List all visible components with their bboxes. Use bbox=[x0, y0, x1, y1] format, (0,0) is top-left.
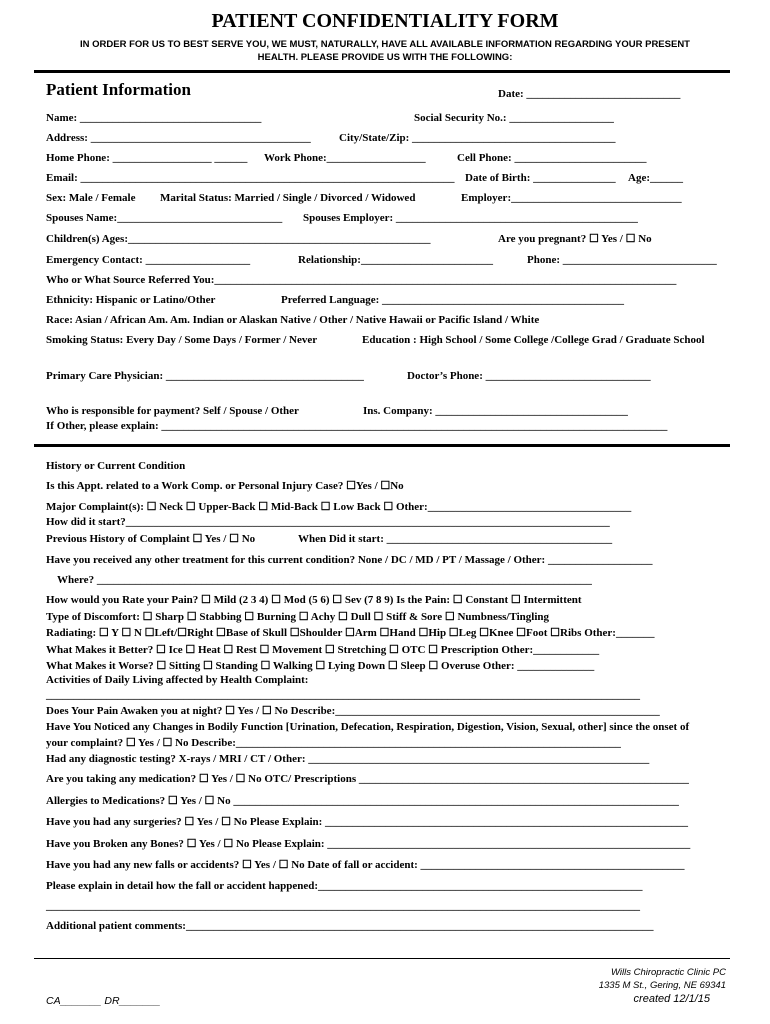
children-ages-field[interactable]: Children(s) Ages:_______________________________________________________ bbox=[46, 233, 431, 245]
broken-bones-options[interactable]: Have you Broken any Bones? ☐ Yes / ☐ No Please Explain: __________________________________________________________________ bbox=[46, 838, 691, 850]
activities-heading: Activities of Daily Living affected by Health Complaint: bbox=[46, 674, 309, 686]
additional-comments-field[interactable]: Additional patient comments:_____________________________________________________________________________________ bbox=[46, 920, 654, 932]
section-title-patient-information: Patient Information bbox=[46, 80, 191, 99]
insurance-company-field[interactable]: Ins. Company: ___________________________________ bbox=[363, 405, 628, 417]
treatment-where-field[interactable]: Where? __________________________________________________________________________________________ bbox=[57, 574, 592, 586]
clinic-name: Wills Chiropractic Clinic PC bbox=[611, 967, 726, 978]
allergies-options[interactable]: Allergies to Medications? ☐ Yes / ☐ No _________________________________________________________________________________ bbox=[46, 795, 679, 807]
header-divider bbox=[34, 70, 730, 73]
marital-status-options[interactable]: Marital Status: Married / Single / Divorced / Widowed bbox=[160, 192, 416, 204]
form-instructions-line-1: IN ORDER FOR US TO BEST SERVE YOU, WE MUST, NATURALLY, HAVE ALL AVAILABLE INFORMATION REGARDING YOUR PRESENT bbox=[80, 39, 690, 50]
initials-field[interactable]: CA_______ DR_______ bbox=[46, 995, 161, 1007]
city-state-zip-field[interactable]: City/State/Zip: _____________________________________ bbox=[339, 132, 616, 144]
pain-rating-checkboxes[interactable]: How would you Rate your Pain? ☐ Mild (2 3 4) ☐ Mod (5 6) ☐ Sev (7 8 9) Is the Pain: ☐ Constant ☐ Intermittent bbox=[46, 594, 582, 606]
history-heading: History or Current Condition bbox=[46, 460, 186, 472]
bodily-function-question: Have You Noticed any Changes in Bodily Function [Urination, Defecation, Respiration, Digestion, Vision, Sexual, other] since the onset of bbox=[46, 721, 690, 733]
falls-options[interactable]: Have you had any new falls or accidents? ☐ Yes / ☐ No Date of fall or accident: ________________________________________________ bbox=[46, 859, 685, 871]
form-instructions-line-2: HEALTH. PLEASE PROVIDE US WITH THE FOLLOWING: bbox=[257, 52, 513, 63]
age-field[interactable]: Age:______ bbox=[628, 172, 683, 184]
pregnant-options[interactable]: Are you pregnant? ☐ Yes / ☐ No bbox=[498, 233, 652, 245]
dob-field[interactable]: Date of Birth: _______________ bbox=[465, 172, 616, 184]
makes-better-checkboxes[interactable]: What Makes it Better? ☐ Ice ☐ Heat ☐ Rest ☐ Movement ☐ Stretching ☐ OTC ☐ Prescription Other:____________ bbox=[46, 644, 600, 656]
spouse-employer-field[interactable]: Spouses Employer: ____________________________________________ bbox=[303, 212, 638, 224]
sex-options[interactable]: Sex: Male / Female bbox=[46, 192, 136, 204]
surgeries-options[interactable]: Have you had any surgeries? ☐ Yes / ☐ No Please Explain: __________________________________________________________________ bbox=[46, 816, 689, 828]
radiating-checkboxes[interactable]: Radiating: ☐ Y ☐ N ☐Left/☐Right ☐Base of Skull ☐Shoulder ☐Arm ☐Hand ☐Hip ☐Leg ☐Knee ☐Foot ☐Ribs Other:_______ bbox=[46, 627, 655, 639]
clinic-address: 1335 M St., Gering, NE 69341 bbox=[598, 980, 726, 991]
makes-worse-checkboxes[interactable]: What Makes it Worse? ☐ Sitting ☐ Standing ☐ Walking ☐ Lying Down ☐ Sleep ☐ Overuse Other: ______________ bbox=[46, 660, 595, 672]
fall-explanation-line-2[interactable]: ____________________________________________________________________________________________________________ bbox=[46, 900, 640, 912]
medication-options[interactable]: Are you taking any medication? ☐ Yes / ☐ No OTC/ Prescriptions ____________________________________________________________ bbox=[46, 773, 689, 785]
other-treatment-options[interactable]: Have you received any other treatment for this current condition? None / DC / MD / PT / Massage / Other: ___________________ bbox=[46, 554, 653, 566]
primary-care-physician-field[interactable]: Primary Care Physician: ____________________________________ bbox=[46, 370, 364, 382]
form-title: PATIENT CONFIDENTIALITY FORM bbox=[211, 10, 559, 32]
race-options[interactable]: Race: Asian / African Am. Am. Indian or Alaskan Native / Other / Native Hawaii or Pacific Island / White bbox=[46, 314, 540, 326]
ethnicity-options[interactable]: Ethnicity: Hispanic or Latino/Other bbox=[46, 294, 216, 306]
work-phone-field[interactable]: Work Phone:__________________ bbox=[264, 152, 426, 164]
home-phone-field[interactable]: Home Phone: __________________ ______ bbox=[46, 152, 248, 164]
footer-divider bbox=[34, 958, 730, 959]
email-field[interactable]: Email: ____________________________________________________________________ bbox=[46, 172, 455, 184]
ssn-field[interactable]: Social Security No.: ___________________ bbox=[414, 112, 614, 124]
section-divider bbox=[34, 444, 730, 447]
form-created-date: created 12/1/15 bbox=[633, 993, 710, 1005]
activities-field[interactable]: ____________________________________________________________________________________________________________ bbox=[46, 689, 640, 701]
payment-responsibility-options[interactable]: Who is responsible for payment? Self / Spouse / Other bbox=[46, 405, 299, 417]
emergency-phone-field[interactable]: Phone: ____________________________ bbox=[527, 254, 717, 266]
smoking-status-options[interactable]: Smoking Status: Every Day / Some Days / Former / Never bbox=[46, 334, 318, 346]
referral-source-field[interactable]: Who or What Source Referred You:____________________________________________________________________________________ bbox=[46, 274, 677, 286]
emergency-contact-field[interactable]: Emergency Contact: ___________________ bbox=[46, 254, 251, 266]
cell-phone-field[interactable]: Cell Phone: ________________________ bbox=[457, 152, 647, 164]
employer-field[interactable]: Employer:_______________________________ bbox=[461, 192, 682, 204]
how-did-it-start-field[interactable]: How did it start?________________________________________________________________________________________ bbox=[46, 516, 610, 528]
fall-explanation-field[interactable]: Please explain in detail how the fall or accident happened:___________________________________________________________ bbox=[46, 880, 643, 892]
doctor-phone-field[interactable]: Doctor’s Phone: ______________________________ bbox=[407, 370, 651, 382]
when-did-it-start-field[interactable]: When Did it start: _________________________________________ bbox=[298, 533, 613, 545]
previous-history-options[interactable]: Previous History of Complaint ☐ Yes / ☐ No bbox=[46, 533, 256, 545]
work-comp-options[interactable]: Is this Appt. related to a Work Comp. or Personal Injury Case? ☐Yes / ☐No bbox=[46, 480, 404, 492]
pain-awaken-options[interactable]: Does Your Pain Awaken you at night? ☐ Yes / ☐ No Describe:___________________________________________________________ bbox=[46, 705, 660, 717]
spouse-name-field[interactable]: Spouses Name:______________________________ bbox=[46, 212, 283, 224]
discomfort-type-checkboxes[interactable]: Type of Discomfort: ☐ Sharp ☐ Stabbing ☐ Burning ☐ Achy ☐ Dull ☐ Stiff & Sore ☐ Numbness/Tingling bbox=[46, 611, 549, 623]
address-field[interactable]: Address: ________________________________________ bbox=[46, 132, 311, 144]
payment-other-explain-field[interactable]: If Other, please explain: ____________________________________________________________________________________________ bbox=[46, 420, 668, 432]
preferred-language-field[interactable]: Preferred Language: ____________________________________________ bbox=[281, 294, 625, 306]
relationship-field[interactable]: Relationship:________________________ bbox=[298, 254, 493, 266]
education-options[interactable]: Education : High School / Some College /College Grad / Graduate School bbox=[362, 334, 705, 346]
bodily-function-options[interactable]: your complaint? ☐ Yes / ☐ No Describe:______________________________________________________________________ bbox=[46, 737, 621, 749]
diagnostic-testing-field[interactable]: Had any diagnostic testing? X-rays / MRI / CT / Other: ______________________________________________________________ bbox=[46, 753, 650, 765]
date-field[interactable]: Date: ____________________________ bbox=[498, 88, 681, 100]
name-field[interactable]: Name: _________________________________ bbox=[46, 112, 262, 124]
major-complaints-checkboxes[interactable]: Major Complaint(s): ☐ Neck ☐ Upper-Back ☐ Mid-Back ☐ Low Back ☐ Other:_____________________________________ bbox=[46, 501, 632, 513]
